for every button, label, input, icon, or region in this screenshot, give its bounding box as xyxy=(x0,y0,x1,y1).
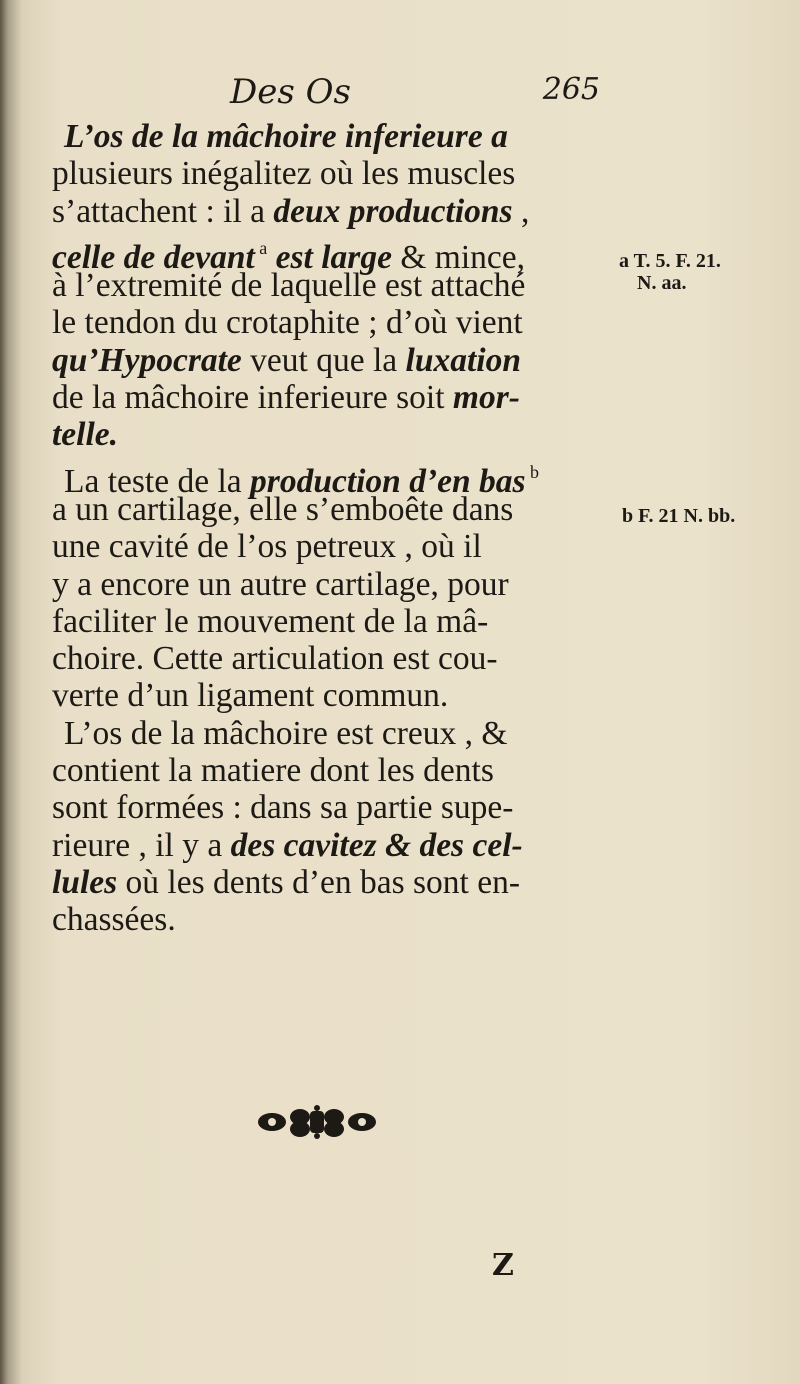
text-segment: à l’extremité de laquelle est attaché xyxy=(52,267,526,305)
text-segment: verte d’un ligament commun. xyxy=(52,677,449,715)
text-segment: lules xyxy=(52,863,118,901)
text-segment: L’os de la mâchoire est creux , & xyxy=(64,714,508,752)
text-segment: & mince, xyxy=(391,238,526,276)
text-segment: La teste de la xyxy=(64,462,251,500)
text-segment: , xyxy=(512,192,530,230)
text-segment: rieure , il y a xyxy=(52,826,231,864)
text-line xyxy=(52,752,612,789)
text-segment: b xyxy=(525,461,540,482)
text-segment: telle. xyxy=(52,416,119,454)
text-segment: choire. Cette articulation est cou- xyxy=(52,640,498,678)
text-segment: chassées. xyxy=(52,901,176,939)
text-segment: sont formées : dans sa partie supe- xyxy=(52,789,514,827)
text-segment: une cavité de l’os petreux , où il xyxy=(52,528,482,566)
text-segment: contient la matiere dont les dents xyxy=(52,752,494,790)
ornament-fleuron xyxy=(252,1105,382,1139)
text-line xyxy=(52,267,612,304)
text-segment: mor- xyxy=(452,379,520,417)
text-segment: faciliter le mouvement de la mâ- xyxy=(52,602,489,640)
text-segment: des cavitez & des cel- xyxy=(230,826,523,864)
text-line xyxy=(52,677,612,714)
text-segment: de la mâchoire inferieure soit xyxy=(52,379,453,417)
text-segment: où les dents d’en bas sont en- xyxy=(117,863,521,901)
text-line xyxy=(52,789,612,826)
margin-note-a-line2: N. aa. xyxy=(637,272,687,294)
text-segment: a xyxy=(482,118,508,155)
text-line xyxy=(52,901,612,938)
text-line xyxy=(52,603,612,640)
text-segment: a un cartilage, elle s’emboête dans xyxy=(52,490,514,528)
text-line xyxy=(52,379,612,416)
text-segment: deux productions xyxy=(273,192,513,230)
text-segment: luxation xyxy=(405,341,521,379)
running-head: Des Os xyxy=(230,72,351,112)
text-line xyxy=(52,155,612,192)
text-line xyxy=(52,342,612,379)
text-line xyxy=(52,528,612,565)
text-segment: s’attachent : il a xyxy=(52,192,274,230)
margin-note-a xyxy=(619,250,721,294)
text-segment: L’os de la mâchoire inferieure xyxy=(64,118,483,155)
body-text xyxy=(52,118,612,939)
margin-note-b: b F. 21 N. bb. xyxy=(622,505,736,527)
margin-note-a-line1: a T. 5. F. 21. xyxy=(619,250,721,272)
text-line xyxy=(52,193,612,230)
text-line xyxy=(52,827,612,864)
text-line xyxy=(52,416,612,453)
text-line xyxy=(52,304,612,341)
text-line xyxy=(52,864,612,901)
text-segment: veut que la xyxy=(241,341,406,379)
text-line xyxy=(52,118,612,155)
text-segment: qu’Hypocrate xyxy=(52,341,242,379)
text-line xyxy=(52,640,612,677)
text-segment: a xyxy=(254,237,268,258)
text-segment: celle de devant xyxy=(52,238,255,276)
text-line xyxy=(52,454,612,500)
text-segment: y a encore un autre cartilage, pour xyxy=(52,565,509,603)
text-segment: le tendon du crotaphite ; d’où vient xyxy=(52,304,523,342)
page-header xyxy=(230,72,600,116)
text-line xyxy=(52,491,612,528)
text-segment: production d’en bas xyxy=(250,462,526,500)
text-segment: plusieurs inégalitez où les muscles xyxy=(52,155,516,193)
text-segment: est large xyxy=(267,238,392,276)
text-line xyxy=(52,566,612,603)
text-line xyxy=(52,715,612,752)
page-number: 265 xyxy=(542,72,600,107)
signature-mark: Z xyxy=(492,1248,514,1283)
text-line xyxy=(52,230,612,276)
